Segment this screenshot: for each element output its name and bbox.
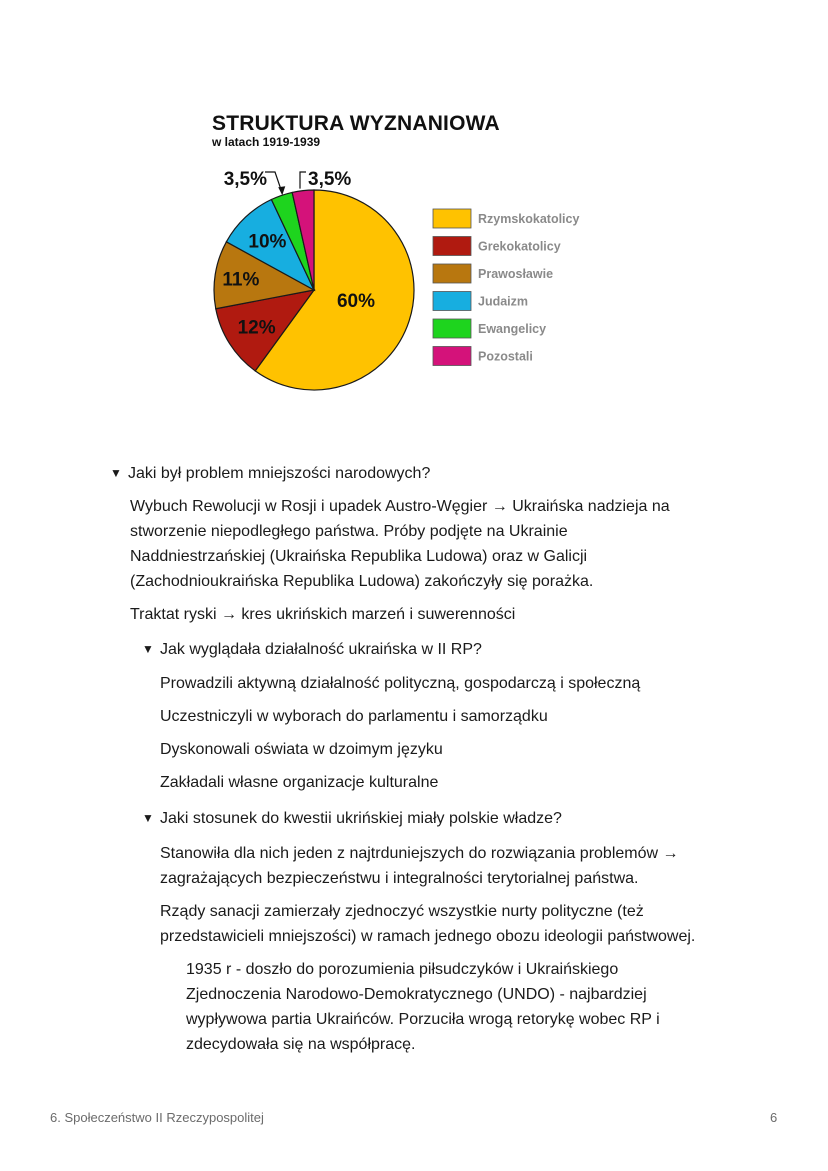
slice-value-label: 60% bbox=[336, 291, 376, 312]
chart-title: STRUKTURA WYZNANIOWA bbox=[212, 112, 500, 135]
chart-subtitle: w latach 1919-1939 bbox=[212, 135, 321, 149]
legend-label: Ewangelicy bbox=[478, 322, 547, 336]
legend-label: Pozostali bbox=[478, 349, 533, 364]
footer-page-number: 6 bbox=[770, 1110, 778, 1125]
religion-pie-chart bbox=[195, 100, 615, 400]
legend-swatch bbox=[433, 264, 471, 283]
answer-3b-line-1: Rządy sanacji zamierzały zjednoczyć wszystkie nurty polityczne (też bbox=[160, 903, 644, 920]
answer-3c-line-2: Zjednoczenia Narodowo-Demokratycznego (UNDO) - najbardziej bbox=[186, 986, 647, 1003]
pie-svg bbox=[195, 100, 615, 400]
slice-value-label: 10% bbox=[248, 231, 287, 253]
collapse-triangle-icon[interactable]: ▼ bbox=[142, 811, 154, 825]
legend-swatch bbox=[433, 292, 471, 311]
slice-value-label: 11% bbox=[222, 269, 260, 291]
answer-3a-line-1: Stanowiła dla nich jeden z najtrduniejszych do rozwiązania problemów → bbox=[160, 845, 679, 862]
legend-swatch bbox=[433, 209, 471, 228]
question-2-text: Jak wyglądała działalność ukraińska w II RP? bbox=[160, 641, 482, 658]
list-item: Uczestniczyli w wyborach do parlamentu i samorządku bbox=[160, 708, 548, 725]
legend-label: Judaizm bbox=[478, 294, 529, 309]
paragraph-1-line-2: stworzenie niepodległego państwa. Próby podjęte na Ukrainie bbox=[130, 523, 568, 540]
answer-3c-line-3: wypływowa partia Ukraińców. Porzuciła wrogą retorykę wobec RP i bbox=[186, 1011, 660, 1028]
question-2[interactable] bbox=[142, 637, 482, 662]
collapse-triangle-icon[interactable]: ▼ bbox=[142, 642, 154, 656]
answer-3c-line-4: zdecydowała się na współpracę. bbox=[186, 1036, 416, 1053]
collapse-triangle-icon[interactable]: ▼ bbox=[110, 466, 122, 480]
legend-label: Rzymskokatolicy bbox=[478, 212, 580, 226]
question-3[interactable] bbox=[142, 806, 562, 831]
list-item: Prowadzili aktywną działalność polityczną, gospodarczą i społeczną bbox=[160, 675, 641, 692]
question-1[interactable] bbox=[110, 461, 430, 486]
slice-leader-line bbox=[300, 172, 306, 189]
legend-swatch bbox=[433, 347, 471, 366]
question-3-text: Jaki stosunek do kwestii ukrińskiej miały polskie władze? bbox=[160, 810, 562, 827]
list-item: Dyskonowali oświata w dzoimym języku bbox=[160, 741, 443, 758]
answer-3b-line-2: przedstawicieli mniejszości) w ramach jednego obozu ideologii państwowej. bbox=[160, 928, 696, 945]
paragraph-1-line-3: Naddniestrzańskiej (Ukraińska Republika Ludowa) oraz w Galicji bbox=[130, 548, 588, 565]
slice-value-label: 3,5% bbox=[308, 169, 352, 190]
legend-label: Prawosławie bbox=[478, 267, 554, 281]
legend-label: Grekokatolicy bbox=[478, 239, 561, 254]
answer-3a-line-2: zagrażających bezpieczeństwu i integralności terytorialnej państwa. bbox=[160, 870, 639, 887]
footer-chapter-title: 6. Społeczeństwo II Rzeczypospolitej bbox=[50, 1110, 264, 1125]
slice-value-label: 12% bbox=[237, 317, 276, 339]
answer-3c-line-1: 1935 r - doszło do porozumienia piłsudczyków i Ukraińskiego bbox=[186, 961, 619, 978]
paragraph-2: Traktat ryski → kres ukrińskich marzeń i suwerenności bbox=[130, 606, 516, 623]
slice-value-label: 3,5% bbox=[223, 169, 267, 190]
question-1-text: Jaki był problem mniejszości narodowych? bbox=[128, 465, 431, 482]
list-item: Zakładali własne organizacje kulturalne bbox=[160, 774, 439, 791]
legend-swatch bbox=[433, 319, 471, 338]
paragraph-1-line-4: (Zachodnioukraińska Republika Ludowa) zakończyły się porażka. bbox=[130, 573, 594, 590]
legend-swatch bbox=[433, 237, 471, 256]
paragraph-1-line-1: Wybuch Rewolucji w Rosji i upadek Austro-Węgier → Ukraińska nadzieja na bbox=[130, 498, 670, 515]
